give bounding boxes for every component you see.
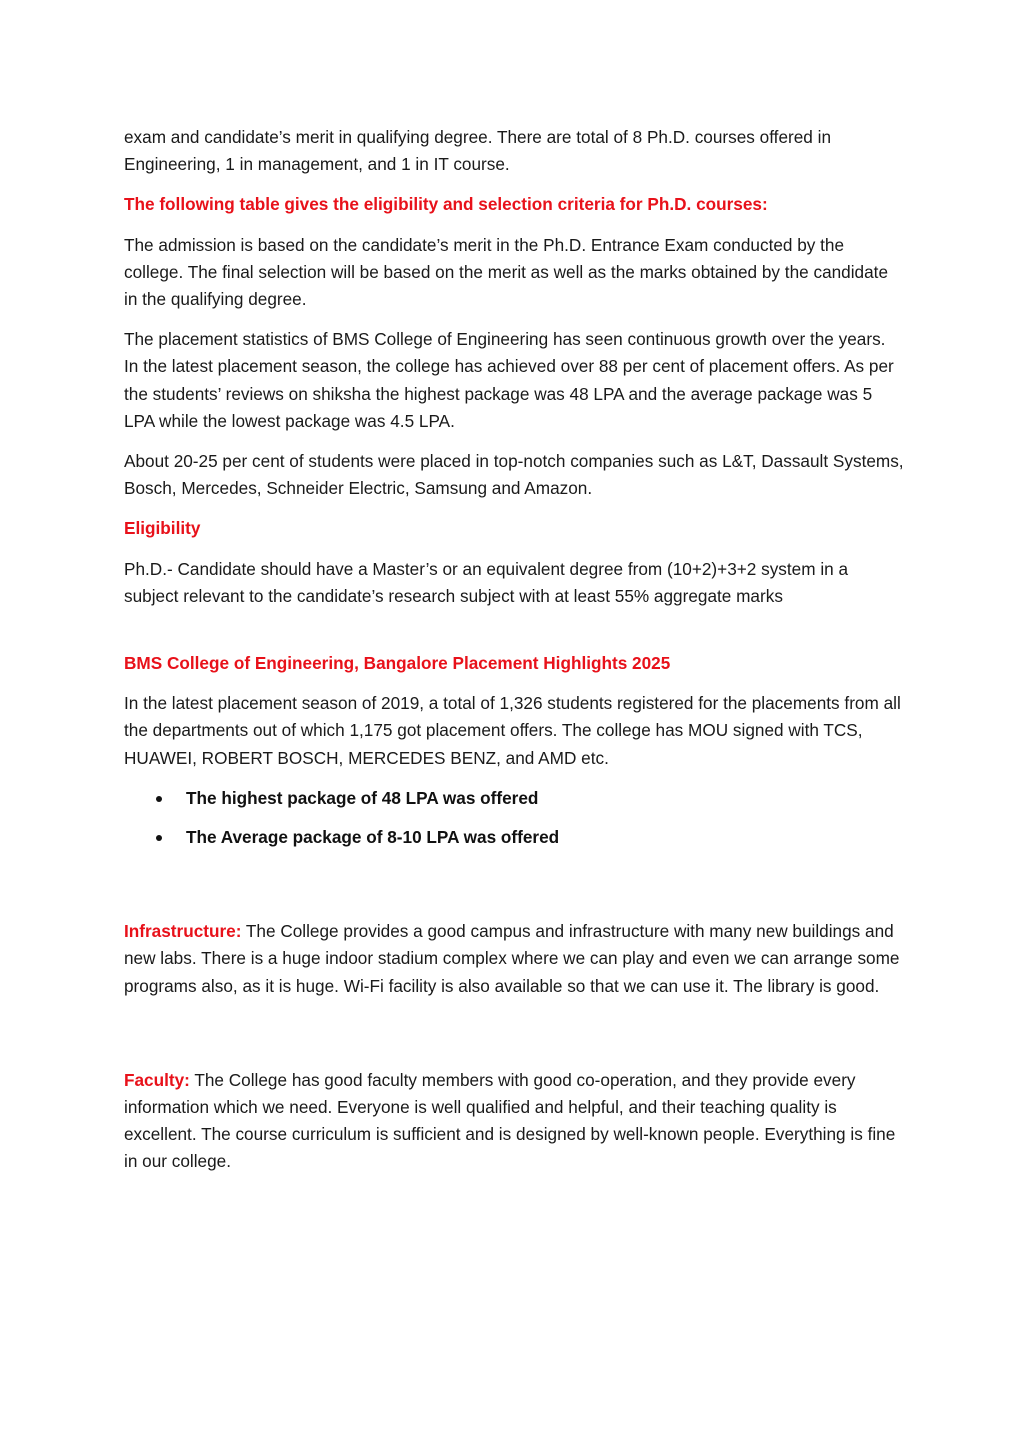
- bullet-icon: [156, 796, 162, 802]
- placement-heading: BMS College of Engineering, Bangalore Placement Highlights 2025: [124, 653, 671, 674]
- intro-paragraph: exam and candidate’s merit in qualifying degree. There are total of 8 Ph.D. courses offered in Engineering, 1 in management, and 1 in IT course.: [124, 127, 832, 175]
- faculty-text: The College has good faculty members with good co-operation, and they provide every information which we need. Everyone is well qualified and helpful, and their teaching quality is excellent. The course curriculum is sufficient and is designed by well-known people. Everything is fine in our college.: [124, 1069, 896, 1172]
- bullet-icon: [156, 835, 162, 841]
- bullet-text: The Average package of 8-10 LPA was offered: [186, 827, 560, 848]
- eligibility-heading: Eligibility: [124, 518, 201, 539]
- list-item: [124, 824, 904, 851]
- infrastructure-paragraph: [124, 918, 904, 1000]
- placement-paragraph: In the latest placement season of 2019, a total of 1,326 students registered for the placements from all the departments out of which 1,175 got placement offers. The college has MOU signed with TCS, HUAWEI, ROBERT BOSCH, MERCEDES BENZ, and AMD etc.: [124, 693, 901, 768]
- admission-paragraph: The admission is based on the candidate’s merit in the Ph.D. Entrance Exam conducted by the college. The final selection will be based on the merit as well as the marks obtained by the candidate in the qualifying degree.: [124, 234, 889, 310]
- placement-stats-paragraph: The placement statistics of BMS College of Engineering has seen continuous growth over the years. In the latest placement season, the college has achieved over 88 per cent of placement offers. As per the students’ reviews on shiksha the highest package was 48 LPA and the average package was 5 LPA while the lowest package was 4.5 LPA.: [124, 329, 894, 431]
- table-heading: The following table gives the eligibility and selection criteria for Ph.D. courses:: [124, 194, 768, 215]
- faculty-label: Faculty:: [124, 1069, 190, 1090]
- infrastructure-text: The College provides a good campus and infrastructure with many new buildings and new labs. There is a huge indoor stadium complex where we can play and even we can arrange some programs also, as it is huge. Wi-Fi facility is also available so that we can use it. The library is good.: [124, 921, 900, 996]
- faculty-paragraph: [124, 1067, 904, 1176]
- eligibility-paragraph: Ph.D.- Candidate should have a Master’s or an equivalent degree from (10+2)+3+2 system in a subject relevant to the candidate’s research subject with at least 55% aggregate marks: [124, 558, 849, 606]
- bullet-text: The highest package of 48 LPA was offered: [186, 787, 539, 808]
- list-item: [124, 785, 904, 812]
- companies-paragraph: About 20-25 per cent of students were placed in top-notch companies such as L&T, Dassault Systems, Bosch, Mercedes, Schneider Electric, Samsung and Amazon.: [124, 451, 904, 499]
- placement-bullet-list: [124, 785, 904, 851]
- infrastructure-label: Infrastructure:: [124, 921, 242, 942]
- document-page: [124, 124, 904, 1176]
